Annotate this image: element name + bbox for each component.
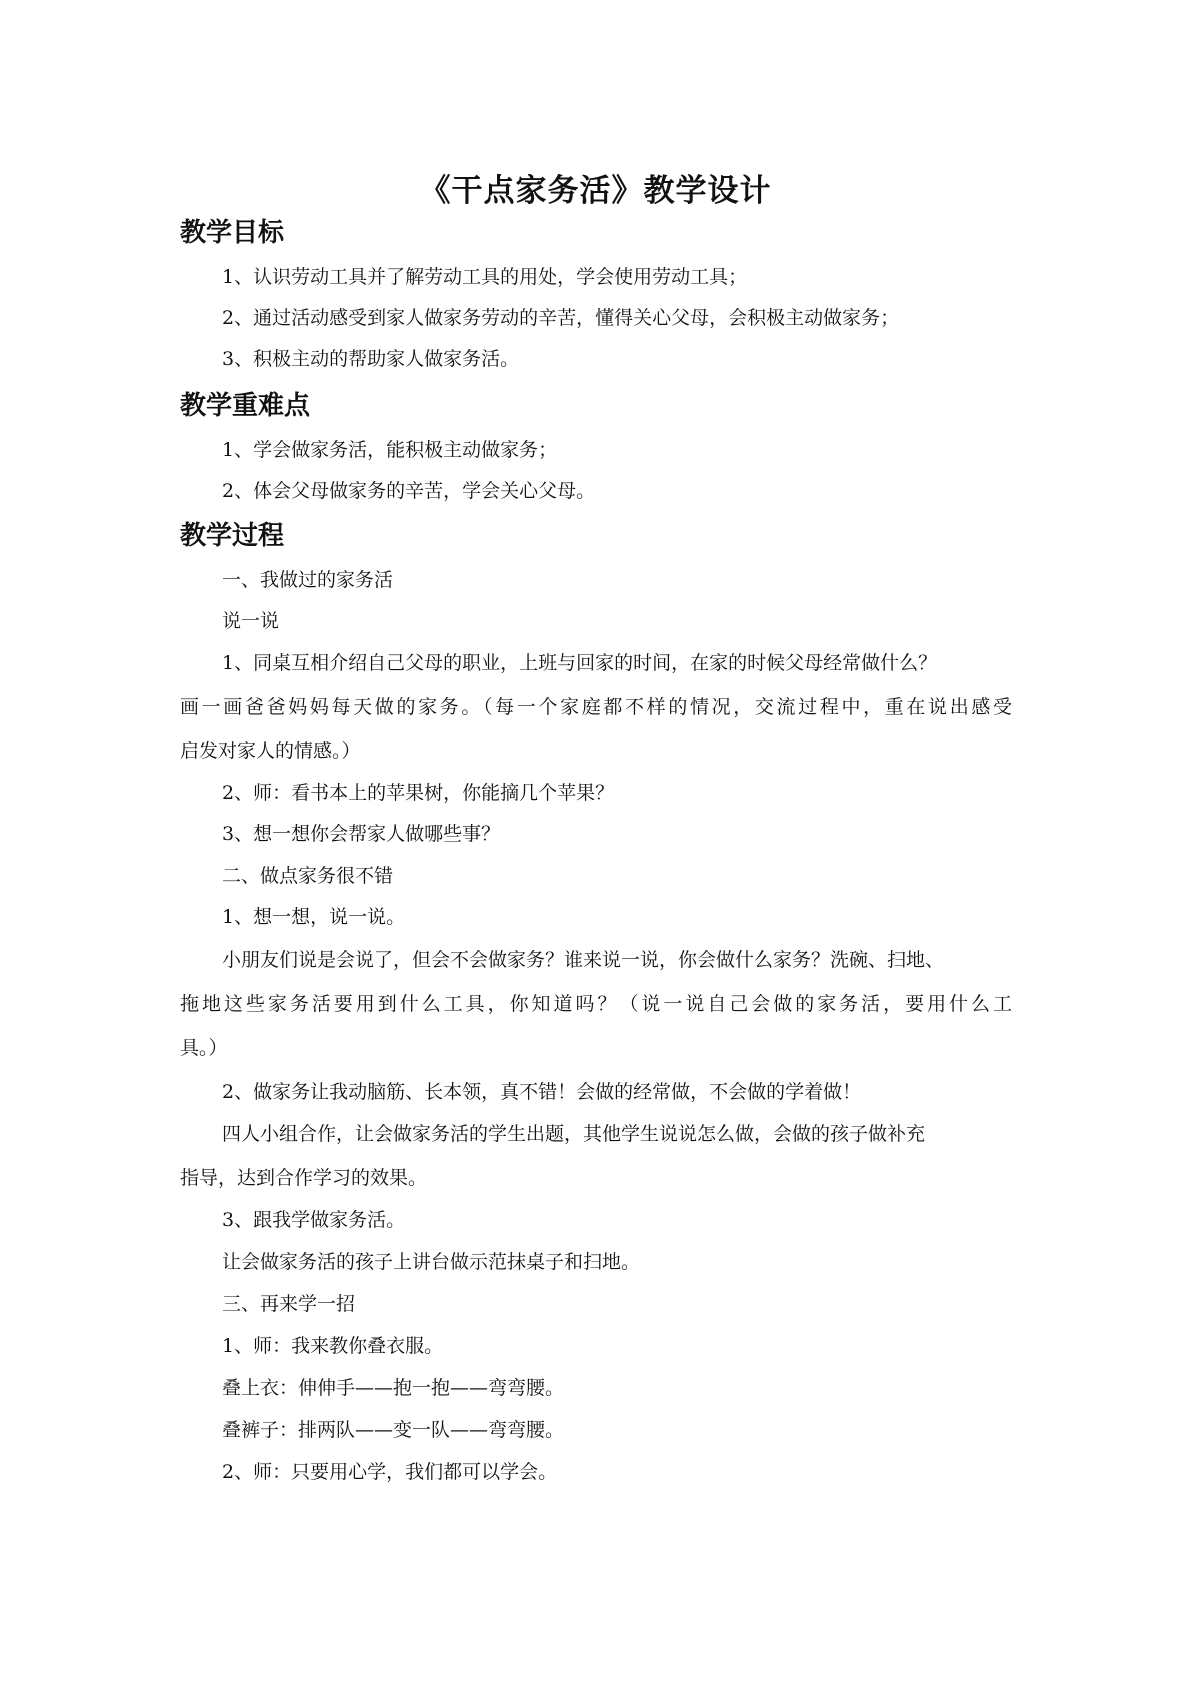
process-line: 2、师：看书本上的苹果树，你能摘几个苹果？	[222, 782, 615, 804]
key-point-item: 2、体会父母做家务的辛苦，学会关心父母。	[222, 480, 596, 502]
process-line: 说一说	[222, 610, 280, 632]
goal-item: 2、通过活动感受到家人做家务劳动的辛苦，懂得关心父母，会积极主动做家务；	[222, 307, 900, 329]
section-heading-process: 教学过程	[180, 521, 285, 551]
process-line: 小朋友们说是会说了，但会不会做家务？谁来说一说，你会做什么家务？洗碗、扫地、	[222, 949, 945, 971]
process-subheading: 三、再来学一招	[222, 1293, 356, 1315]
process-line: 1、师：我来教你叠衣服。	[222, 1335, 444, 1357]
process-subheading: 二、做点家务很不错	[222, 865, 394, 887]
process-line: 3、想一想你会帮家人做哪些事？	[222, 823, 501, 845]
document-title: 《干点家务活》教学设计	[419, 173, 772, 209]
process-line: 指导，达到合作学习的效果。	[180, 1167, 428, 1189]
process-line: 让会做家务活的孩子上讲台做示范抹桌子和扫地。	[222, 1251, 641, 1273]
process-line: 拖地这些家务活要用到什么工具，你知道吗？（说一说自己会做的家务活，要用什么工	[180, 993, 1012, 1015]
process-line: 1、想一想，说一说。	[222, 906, 406, 928]
process-line: 叠裤子：排两队——变一队——弯弯腰。	[222, 1419, 565, 1441]
process-line: 具。）	[180, 1037, 228, 1059]
process-line: 四人小组合作，让会做家务活的学生出题，其他学生说说怎么做，会做的孩子做补充	[222, 1123, 926, 1145]
process-line: 2、师：只要用心学，我们都可以学会。	[222, 1461, 558, 1483]
process-line: 3、跟我学做家务活。	[222, 1209, 406, 1231]
goal-item: 1、认识劳动工具并了解劳动工具的用处，学会使用劳动工具；	[222, 266, 748, 288]
process-line: 叠上衣：伸伸手——抱一抱——弯弯腰。	[222, 1377, 565, 1399]
process-subheading: 一、我做过的家务活	[222, 569, 394, 591]
process-line: 启发对家人的情感。）	[180, 740, 361, 762]
process-line: 1、同桌互相介绍自己父母的职业，上班与回家的时间，在家的时候父母经常做什么？	[222, 652, 938, 674]
process-line: 2、做家务让我动脑筋、长本领，真不错！会做的经常做，不会做的学着做！	[222, 1081, 862, 1103]
key-point-item: 1、学会做家务活，能积极主动做家务；	[222, 439, 558, 461]
goal-item: 3、积极主动的帮助家人做家务活。	[222, 348, 520, 370]
section-heading-key-points: 教学重难点	[180, 391, 311, 421]
section-heading-goals: 教学目标	[180, 218, 285, 248]
process-line: 画一画爸爸妈妈每天做的家务。（每一个家庭都不样的情况，交流过程中，重在说出感受	[180, 696, 1012, 718]
